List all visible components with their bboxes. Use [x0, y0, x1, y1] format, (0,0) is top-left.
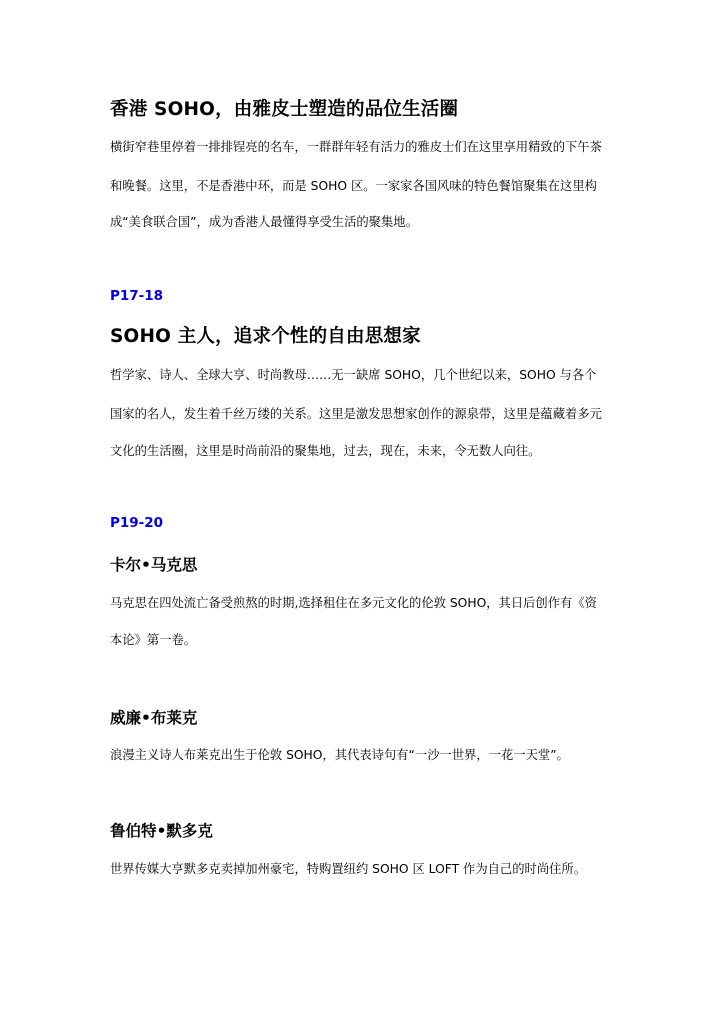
- section-title-hk-soho: 香港 SOHO，由雅皮士塑造的品位生活圈: [110, 99, 459, 120]
- section-title-soho-masters: SOHO 主人，追求个性的自由思想家: [110, 326, 421, 347]
- page-reference: P19-20: [110, 515, 164, 531]
- paragraph-line: 世界传媒大亨默多克卖掉加州豪宅，特购置纽约 SOHO 区 LOFT 作为自己的时尚住所。: [110, 862, 587, 876]
- paragraph-line: 马克思在四处流亡备受煎熬的时期,选择租住在多元文化的伦敦 SOHO，其日后创作有《资: [110, 596, 597, 610]
- person-heading-blake: 威廉•布莱克: [110, 709, 198, 727]
- paragraph-line: 和晚餐。这里，不是香港中环，而是 SOHO 区。一家家各国风味的特色餐馆聚集在这里构: [110, 179, 597, 193]
- paragraph-line: 成“美食联合国”，成为香港人最懂得享受生活的聚集地。: [110, 215, 418, 229]
- paragraph-line: 国家的名人，发生着千丝万缕的关系。这里是激发思想家创作的源泉带，这里是蕴藏着多元: [110, 407, 602, 421]
- paragraph-line: 浪漫主义诗人布莱克出生于伦敦 SOHO，其代表诗句有“一沙一世界，一花一天堂”。: [110, 748, 569, 762]
- paragraph-line: 哲学家、诗人、全球大亨、时尚教母……无一缺席 SOHO，几个世纪以来，SOHO 与各个: [110, 368, 597, 382]
- paragraph-line: 本论》第一卷。: [110, 633, 197, 647]
- person-heading-murdoch: 鲁伯特•默多克: [110, 822, 213, 840]
- paragraph-line: 横街窄巷里停着一排排锃亮的名车，一群群年轻有活力的雅皮士们在这里享用精致的下午茶: [110, 140, 602, 154]
- paragraph-line: 文化的生活圈，这里是时尚前沿的聚集地，过去，现在，未来，令无数人向往。: [110, 444, 541, 458]
- person-heading-marx: 卡尔•马克思: [110, 556, 198, 574]
- page-reference: P17-18: [110, 288, 164, 304]
